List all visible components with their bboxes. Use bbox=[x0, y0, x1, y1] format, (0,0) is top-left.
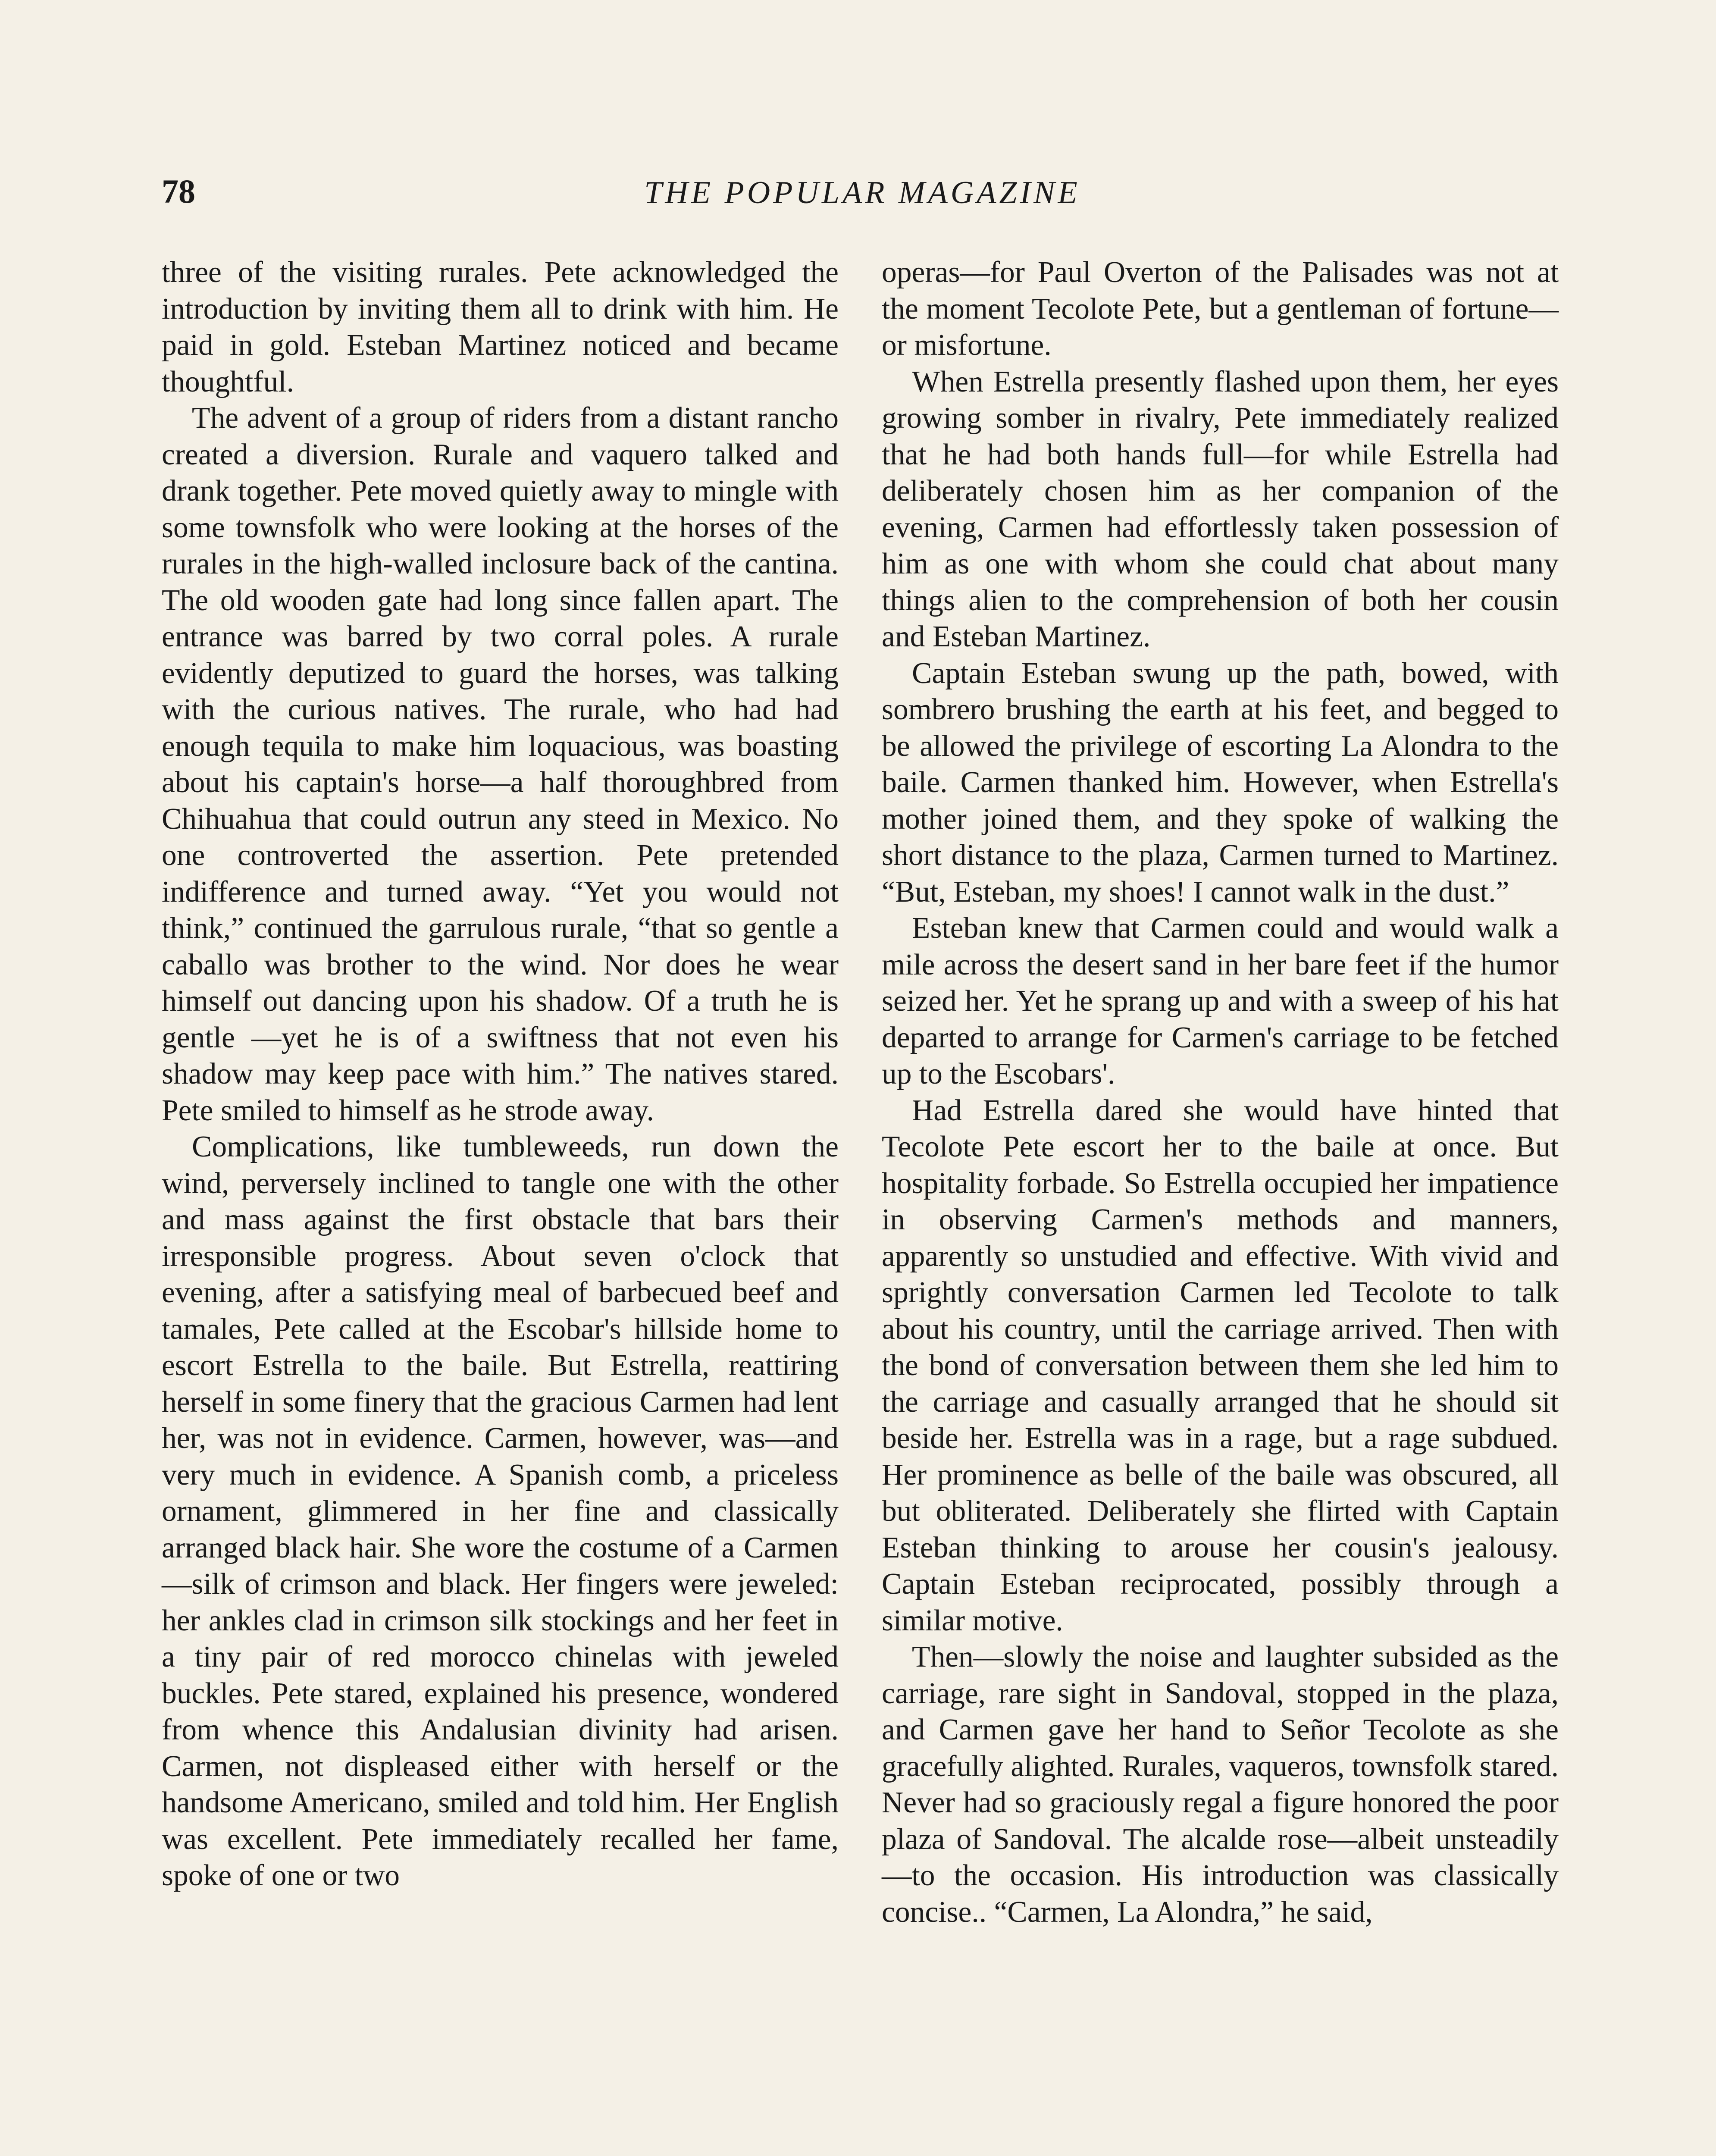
paragraph: The advent of a group of riders from a distant rancho created a diversion. Rurale and vaquero talked and drank together. Pete moved quietly away to mingle with some townsfolk who were looking at the horses of the rurales in the high-walled inclosure back of the cantina. The old wooden gate had long since fallen apart. The entrance was barred by two corral poles. A rurale evidently deputized to guard the horses, was talking with the curious natives. The rurale, who had had enough tequila to make him loquacious, was boasting about his captain's horse—a half thoroughbred from Chihuahua that could outrun any steed in Mexico. No one controverted the assertion. Pete pretended indifference and turned away. “Yet you would not think,” continued the garrulous rurale, “that so gentle a caballo was brother to the wind. Nor does he wear himself out dancing upon his shadow. Of a truth he is gentle —yet he is of a swiftness that not even his shadow may keep pace with him.” The natives stared. Pete smiled to himself as he strode away. bbox=[162, 401, 839, 1127]
running-title: THE POPULAR MAGAZINE bbox=[644, 175, 1080, 210]
right-column bbox=[882, 254, 1559, 1930]
paragraph: three of the visiting rurales. Pete acknowledged the introduction by inviting them all to drink with him. He paid in gold. Esteban Martinez noticed and became thoughtful. bbox=[162, 256, 839, 398]
paragraph: When Estrella presently flashed upon them, her eyes growing somber in rivalry, Pete immediately realized that he had both hands full—for while Estrella had deliberately chosen him as her companion of the evening, Carmen had effortlessly taken possession of him as one with whom she could chat about many things alien to the comprehension of both her cousin and Esteban Martinez. bbox=[882, 365, 1559, 653]
paragraph: Then—slowly the noise and laughter subsided as the carriage, rare sight in Sandoval, stopped in the plaza, and Carmen gave her hand to Señor Tecolote as she gracefully alighted. Rurales, vaqueros, townsfolk stared. Never had so graciously regal a figure honored the poor plaza of Sandoval. The alcalde rose—albeit unsteadily—to the occasion. His introduction was classically concise.. “Carmen, La Alondra,” he said, bbox=[882, 1640, 1559, 1929]
paragraph: Esteban knew that Carmen could and would walk a mile across the desert sand in her bare feet if the humor seized her. Yet he sprang up and with a sweep of his hat departed to arrange for Carmen's carriage to be fetched up to the Escobars'. bbox=[882, 912, 1559, 1091]
paragraph: operas—for Paul Overton of the Palisades was not at the moment Tecolote Pete, but a gentleman of fortune—or misfortune. bbox=[882, 256, 1559, 362]
page-number: 78 bbox=[162, 172, 195, 210]
paragraph: Complications, like tumbleweeds, run down the wind, perversely inclined to tangle one with the other and mass against the first obstacle that bars their irresponsible progress. About seven o'clock that evening, after a satisfying meal of barbecued beef and tamales, Pete called at the Escobar's hillside home to escort Estrella to the baile. But Estrella, reattiring herself in some finery that the gracious Carmen had lent her, was not in evidence. Carmen, however, was—and very much in evidence. A Spanish comb, a priceless ornament, glimmered in her fine and classically arranged black hair. She wore the costume of a Carmen—silk of crimson and black. Her fingers were jeweled: her ankles clad in crimson silk stockings and her feet in a tiny pair of red morocco chinelas with jeweled buckles. Pete stared, explained his presence, wondered from whence this Andalusian divinity had arisen. Carmen, not displeased either with herself or the handsome Americano, smiled and told him. Her English was excellent. Pete immediately recalled her fame, spoke of one or two bbox=[162, 1130, 839, 1892]
paragraph: Captain Esteban swung up the path, bowed, with sombrero brushing the earth at his feet, and begged to be allowed the privilege of escorting La Alondra to the baile. Carmen thanked him. However, when Estrella's mother joined them, and they spoke of walking the short distance to the plaza, Carmen turned to Martinez. “But, Esteban, my shoes! I cannot walk in the dust.” bbox=[882, 656, 1559, 909]
left-column bbox=[162, 254, 839, 1894]
paragraph: Had Estrella dared she would have hinted that Tecolote Pete escort her to the baile at once. But hospitality forbade. So Estrella occupied her impatience in observing Carmen's methods and manners, apparently so unstudied and effective. With vivid and sprightly conversation Carmen led Tecolote to talk about his country, until the carriage arrived. Then with the bond of conversation between them she led him to the carriage and casually arranged that he should sit beside her. Estrella was in a rage, but a rage subdued. Her prominence as belle of the baile was obscured, all but obliterated. Deliberately she flirted with Captain Esteban thinking to arouse her cousin's jealousy. Captain Esteban reciprocated, possibly through a similar motive. bbox=[882, 1094, 1559, 1637]
